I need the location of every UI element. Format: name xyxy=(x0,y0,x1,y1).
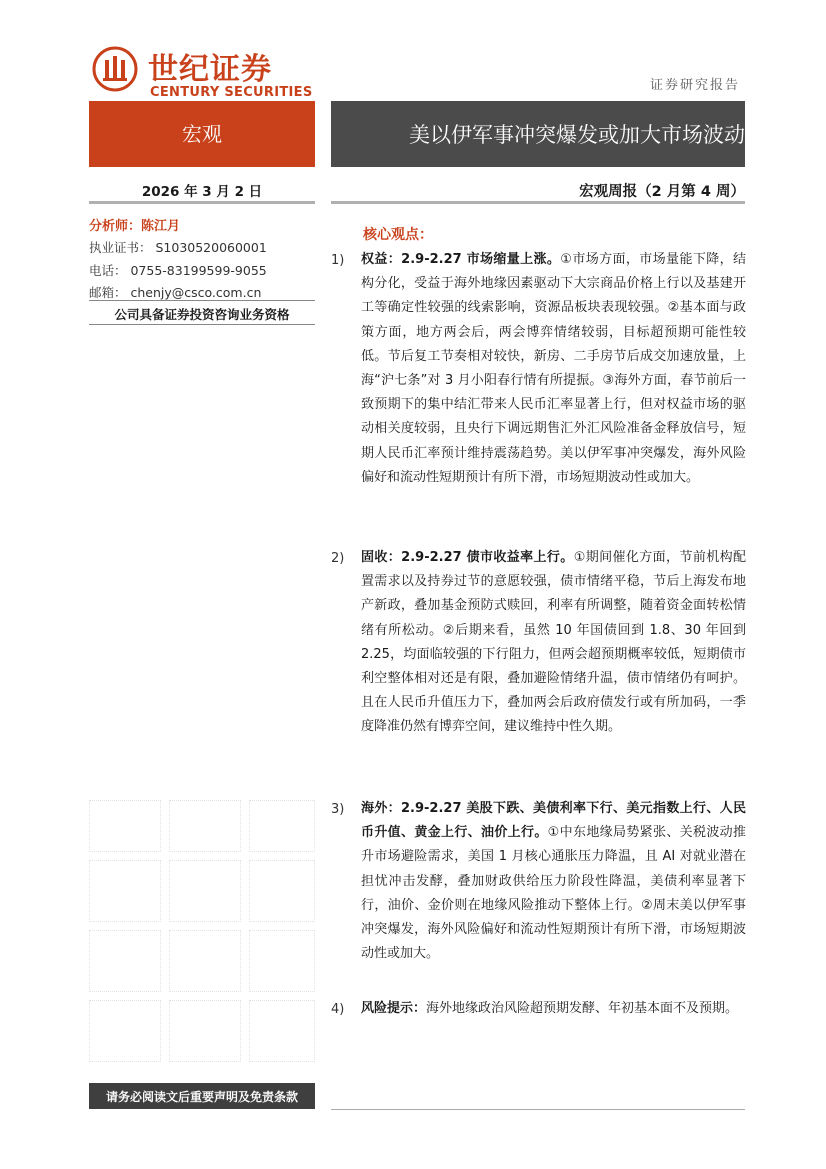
fixed-income-paragraph xyxy=(361,546,746,740)
fixed-income-text: ①期间催化方面，节前机构配置需求以及持券过节的意愿较强，债市情绪平稳，节后上海发布地产新政，叠加基金预防式赎回，利率有所调整，随着资金面转松情绪有所松动。②后期来看，虽然 10 年国债回到 1.8、30 年回到 2.25，均面临较强的下行阻力，但两会超预期概率较低，短期债市利空整体相对还是有限，叠加避险情绪升温，债市情绪仍有呵护。且在人民币升值压力下，叠加两会后政府债发行或有所加码，一季度降准仍然有博弈空间，建议维持中性久期。 xyxy=(361,550,746,735)
analyst-email[interactable]: 邮箱： chenjy@csco.com.cn xyxy=(89,285,262,300)
risk-lead: 风险提示： xyxy=(361,1001,427,1016)
report-series: 宏观周报（2 月第 4 周） xyxy=(579,184,745,200)
footer-divider xyxy=(331,1109,745,1110)
fixed-income-lead: 固收：2.9-2.27 债市收益率上行。 xyxy=(361,550,574,565)
category-label: 宏观 xyxy=(182,122,222,146)
overseas-lead: 海外：2.9-2.27 美股下跌、美债利率下行、美元指数上行、人民币升值、黄金上行、油价上行。 xyxy=(361,801,746,841)
header-divider-right xyxy=(331,201,745,204)
overseas-paragraph xyxy=(361,797,746,966)
analyst-name: 分析师：陈江月 xyxy=(89,219,181,234)
sidebar-placeholder-grid xyxy=(89,800,315,1070)
logo-chinese-name: 世纪证券 xyxy=(148,52,272,87)
item-number: 4) xyxy=(331,1002,345,1017)
header-divider-left xyxy=(89,201,315,204)
equity-text: ①市场方面，市场量能下降，结构分化，受益于海外地缘因素驱动下大宗商品价格上行以及基建开工等确定性较强的线索影响，资源品板块表现较强。②基本面与政策方面，地方两会后，两会博弈情绪较弱，目标超预期可能性较低。节后复工节奏相对较快，新房、二手房节后成交加速放量，上海“沪七条”对 3 月小阳春行情有所提振。③海外方面，春节前后一致预期下的集中结汇带来人民币汇率显著上行，但对权益市场的驱动相关度较弱，且央行下调远期售汇外汇风险准备金释放信号，短期人民币汇率预计维持震荡趋势。美以伊军事冲突爆发，海外风险偏好和流动性短期预计有所下滑，市场短期波动性或加大。 xyxy=(361,252,746,485)
equity-paragraph xyxy=(361,248,746,490)
overseas-text: ①中东地缘局势紧张、关税波动推升市场避险需求，美国 1 月核心通胀压力降温，且 AI 对就业潜在担忧冲击发酵，叠加财政供给压力阶段性降温，美债利率显著下行，油价、金价则在地缘风险推动下整体上行。②周末美以伊军事冲突爆发，海外风险偏好和流动性短期预计有所下滑，市场短期波动性或加大。 xyxy=(361,825,746,962)
logo-english-name: CENTURY SECURITIES xyxy=(150,85,313,100)
report-date: 2026 年 3 月 2 日 xyxy=(141,184,263,200)
analyst-certificate: 执业证书： S1030520060001 xyxy=(89,240,267,255)
risk-text: 海外地缘政治风险超预期发酵、年初基本面不及预期。 xyxy=(426,1001,739,1016)
equity-lead: 权益：2.9-2.27 市场缩量上涨。 xyxy=(361,252,561,267)
item-number: 2) xyxy=(331,551,345,566)
company-qualification: 公司具备证券投资咨询业务资格 xyxy=(114,307,290,322)
item-number: 3) xyxy=(331,802,345,817)
core-view-heading: 核心观点： xyxy=(363,227,433,243)
disclaimer-text: 请务必阅读文后重要声明及免责条款 xyxy=(105,1090,298,1104)
item-number: 1) xyxy=(331,253,345,268)
report-type-label: 证券研究报告 xyxy=(649,78,740,93)
sidebar-divider-bottom xyxy=(89,324,315,325)
analyst-phone: 电话： 0755-83199599-9055 xyxy=(89,263,267,278)
risk-paragraph xyxy=(361,997,746,1021)
sidebar-divider-top xyxy=(89,300,315,301)
report-title: 美以伊军事冲突爆发或加大市场波动 xyxy=(409,123,745,147)
century-securities-logo-icon xyxy=(92,46,138,92)
